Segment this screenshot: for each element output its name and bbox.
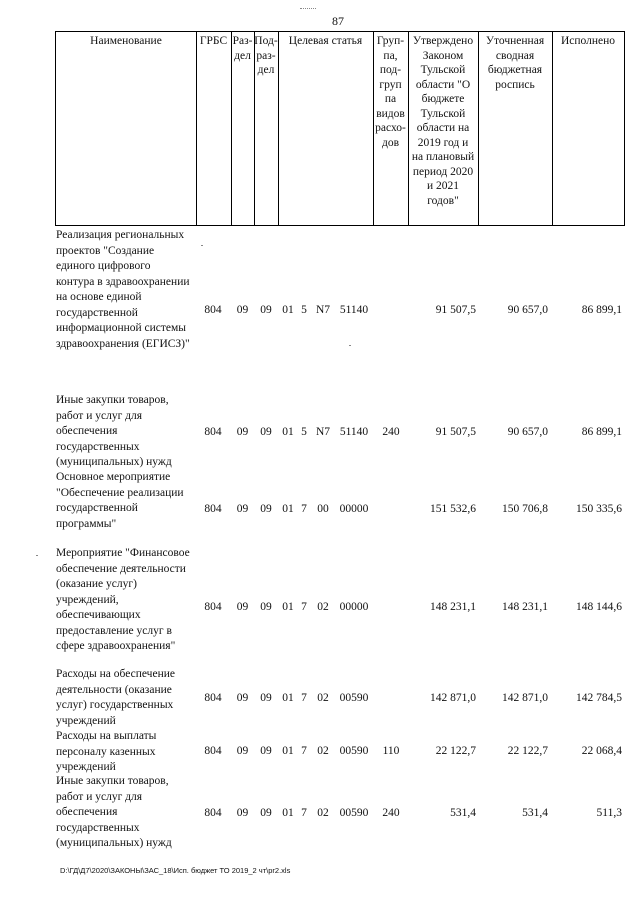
- cell-cs-type: 7: [301, 745, 307, 757]
- cell-cs-program: 01: [282, 601, 294, 613]
- cell-vid: 240: [382, 426, 400, 438]
- cell-utochnennaya: 142 871,0: [502, 692, 548, 704]
- cell-razdel: 09: [236, 601, 249, 613]
- row-name: Реализация региональных проектов "Создание единого цифрового контура в здравоохранении на основе единой государственной информационной системы здравоохранения (ЕГИСЗ)": [56, 229, 190, 350]
- scan-mark: [300, 8, 316, 10]
- row-name: Расходы на выплаты персоналу казенных учреждений: [56, 730, 157, 773]
- header-ispolneno: Исполнено: [560, 35, 616, 47]
- header-utochnennaya: Уточненная сводная бюджетная роспись: [485, 35, 545, 91]
- col-divider: [552, 31, 553, 225]
- cell-cs-direction: 00000: [339, 503, 369, 515]
- scan-speck: [36, 555, 38, 556]
- cell-cs-direction: 51140: [339, 304, 369, 316]
- cell-cs-program: 01: [282, 745, 294, 757]
- cell-cs-program: 01: [282, 692, 294, 704]
- header-utverzhdeno: Утверждено Законом Тульской области "О бюджете Тульской области на 2019 год и на плановый период 2020 и 2021 годов": [411, 35, 475, 207]
- cell-utochnennaya: 150 706,8: [502, 503, 548, 515]
- cell-ispolneno: 148 144,6: [576, 601, 622, 613]
- cell-ispolneno: 150 335,6: [576, 503, 622, 515]
- cell-cs-direction: 00590: [339, 745, 369, 757]
- header-grbs: ГРБС: [199, 35, 228, 47]
- scan-speck: [201, 245, 203, 246]
- cell-cs-event: 02: [317, 601, 329, 613]
- cell-cs-direction: 00590: [339, 807, 369, 819]
- cell-grbs: 804: [204, 503, 222, 515]
- cell-cs-event: N7: [315, 426, 331, 438]
- header-tselevaya: Целевая статья: [288, 35, 363, 47]
- cell-ispolneno: 142 784,5: [576, 692, 622, 704]
- page-number: 87: [332, 14, 344, 28]
- header-podrazdel: Под- раз- дел: [254, 35, 278, 76]
- cell-cs-type: 7: [301, 503, 307, 515]
- cell-grbs: 804: [204, 426, 222, 438]
- cell-razdel: 09: [236, 692, 249, 704]
- cell-cs-type: 5: [301, 304, 307, 316]
- cell-cs-type: 7: [301, 692, 307, 704]
- cell-podrazdel: 09: [260, 503, 272, 515]
- cell-cs-program: 01: [282, 503, 294, 515]
- cell-utochnennaya: 22 122,7: [507, 745, 548, 757]
- cell-cs-type: 7: [301, 601, 307, 613]
- cell-cs-event: N7: [315, 304, 331, 316]
- cell-vid: 110: [382, 745, 400, 757]
- cell-cs-direction: 00590: [339, 692, 369, 704]
- cell-utochnennaya: 90 657,0: [507, 426, 548, 438]
- header-name: Наименование: [90, 35, 162, 47]
- cell-ispolneno: 22 068,4: [581, 745, 622, 757]
- cell-cs-event: 02: [317, 807, 329, 819]
- cell-grbs: 804: [204, 304, 222, 316]
- cell-podrazdel: 09: [260, 807, 272, 819]
- cell-podrazdel: 09: [260, 745, 272, 757]
- row-name: Иные закупки товаров, работ и услуг для обеспечения государственных (муниципальных) нужд: [56, 775, 172, 849]
- cell-ispolneno: 86 899,1: [581, 304, 622, 316]
- col-divider: [55, 31, 56, 225]
- cell-cs-event: 00: [317, 503, 329, 515]
- cell-ispolneno: 511,3: [596, 807, 622, 819]
- col-divider: [196, 31, 197, 225]
- col-divider: [624, 31, 625, 225]
- cell-podrazdel: 09: [260, 692, 272, 704]
- cell-cs-type: 5: [301, 426, 307, 438]
- cell-podrazdel: 09: [260, 601, 272, 613]
- cell-razdel: 09: [236, 503, 249, 515]
- cell-cs-event: 02: [317, 745, 329, 757]
- row-name: Расходы на обеспечение деятельности (оказание услуг) государственных учреждений: [56, 668, 175, 727]
- cell-cs-type: 7: [301, 807, 307, 819]
- cell-utochnennaya: 531,4: [522, 807, 548, 819]
- cell-podrazdel: 09: [260, 304, 272, 316]
- row-name: Основное мероприятие "Обеспечение реализации государственной программы": [56, 471, 184, 530]
- col-divider: [278, 31, 279, 225]
- cell-utverzhdeno: 148 231,1: [430, 601, 476, 613]
- row-name: Иные закупки товаров, работ и услуг для обеспечения государственных (муниципальных) нужд: [56, 394, 172, 468]
- cell-razdel: 09: [236, 807, 249, 819]
- cell-razdel: 09: [236, 304, 249, 316]
- footer-file-path: D:\ГД\Д7\2020\ЗАКОНЫ\ЗАС_18\Исп. бюджет ТО 2019_2 чт\pr2.xls: [60, 866, 291, 875]
- cell-cs-event: 02: [317, 692, 329, 704]
- cell-cs-program: 01: [282, 807, 294, 819]
- scan-speck: [349, 345, 351, 346]
- cell-razdel: 09: [236, 745, 249, 757]
- cell-utochnennaya: 148 231,1: [502, 601, 548, 613]
- header-top-border: [55, 31, 625, 32]
- cell-utverzhdeno: 22 122,7: [435, 745, 476, 757]
- header-vid-raskhodov: Груп- па, под- груп па видов расхо- дов: [375, 35, 406, 149]
- cell-utverzhdeno: 91 507,5: [435, 426, 476, 438]
- cell-cs-direction: 51140: [339, 426, 369, 438]
- row-name: Мероприятие "Финансовое обеспечение деятельности (оказание услуг) учреждений, обеспечивающих предоставление услуг в сфере здравоохранения": [56, 547, 190, 652]
- cell-vid: 240: [382, 807, 400, 819]
- cell-podrazdel: 09: [260, 426, 272, 438]
- cell-utverzhdeno: 91 507,5: [435, 304, 476, 316]
- cell-cs-program: 01: [282, 304, 294, 316]
- cell-utverzhdeno: 142 871,0: [430, 692, 476, 704]
- cell-utverzhdeno: 531,4: [450, 807, 476, 819]
- cell-ispolneno: 86 899,1: [581, 426, 622, 438]
- cell-grbs: 804: [204, 745, 222, 757]
- cell-cs-direction: 00000: [339, 601, 369, 613]
- cell-utochnennaya: 90 657,0: [507, 304, 548, 316]
- cell-grbs: 804: [204, 601, 222, 613]
- header-bottom-border: [55, 225, 625, 226]
- cell-grbs: 804: [204, 807, 222, 819]
- cell-grbs: 804: [204, 692, 222, 704]
- header-razdel: Раз- дел: [232, 35, 253, 62]
- cell-cs-program: 01: [282, 426, 294, 438]
- cell-utverzhdeno: 151 532,6: [430, 503, 476, 515]
- cell-razdel: 09: [236, 426, 249, 438]
